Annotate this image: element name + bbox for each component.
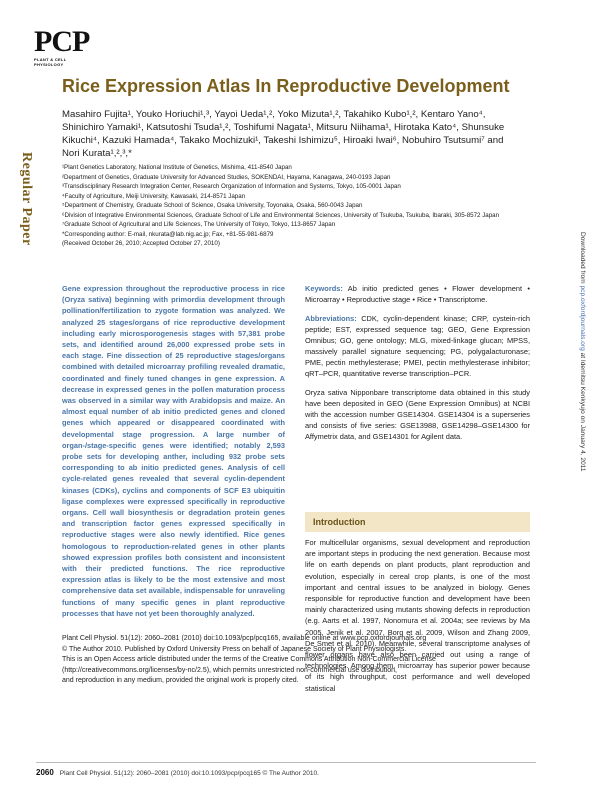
affiliation-line: ⁵Department of Chemistry, Graduate School of Science, Osaka University, Toyonaka, Osaka, 560-0043 Japan xyxy=(62,202,363,209)
right-column xyxy=(305,283,530,450)
journal-logo-text: PCP xyxy=(34,25,90,58)
data-statement: Oryza sativa Nipponbare transcriptome data obtained in this study have been deposited in GEO (Gene Expression Omnibus) at NCBI with the accession number GSE14304. GSE14304 is a superseries and consists of five series: GSE13988, GSE14298–GSE14300 for Affymetrix data, and GSE14301 for Agilent data. xyxy=(305,388,530,441)
citation-footer xyxy=(62,634,532,687)
affiliation-line: ³Transdisciplinary Research Integration Center, Research Organization of Information and Systems, Tokyo, 105-0001 Japan xyxy=(62,183,401,190)
affiliation-line: ¹Plant Genetics Laboratory, National Institute of Genetics, Mishima, 411-8540 Japan xyxy=(62,164,292,171)
paper-title: Rice Expression Atlas In Reproductive Development xyxy=(62,76,510,96)
download-prefix: Downloaded from xyxy=(579,232,586,286)
corresponding-author: *Corresponding author: E-mail, nkurata@lab.nig.ac.jp; Fax, +81-55-981-6879 xyxy=(62,230,274,238)
page-footer xyxy=(36,768,536,777)
abbreviations-label: Abbreviations: xyxy=(305,314,357,323)
abbreviations-text: CDK, cyclin-dependent kinase; CRP, cystein-rich peptide; EST, expressed sequence tag; GEO, Gene Expression Omnibus; GO, gene ontology; MLG, mixed-linkage glucan; MPSS, massively parallel signature sequencing; PG, polygalacturonase; PME, pectin methylesterase; PMEI, pectin methylesterase inhibitor; qRT–PCR, quantitative reverse transcription–PCR. xyxy=(305,314,530,378)
page-footer-text: Plant Cell Physiol. 51(12): 2060–2081 (2010) doi:10.1093/pcp/pcq165 © The Author 2010. xyxy=(59,770,319,777)
received-dates: (Received October 26, 2010; Accepted October 27, 2010) xyxy=(62,240,220,247)
abstract: Gene expression throughout the reproductive process in rice (Oryza sativa) beginning with primordia development through pollination/fertilization to zygote formation was analyzed. We analyzed 25 stages/organs of rice reproductive development including early microsporogenesis stages with 57,381 probe sets, and identified around 26,000 expressed probe sets in each stage. Fine dissection of 25 reproductive stages/organs combined with detailed microarray profiling revealed dramatic, coordinated and finely tuned changes in gene expression. A decrease in expressed genes in the pollen maturation process was observed in a similar way with Arabidopsis and maize. An almost equal number of ab initio predicted genes and cloned genes which appeared or disappeared coordinated with developmental stage progression. A large number of organ-/stage-specific genes were identified; notably 2,593 probe sets for developing anther, including 932 probe sets corresponding to ab initio predicted genes. Analysis of cell cycle-related genes revealed that several cyclin-dependent kinases (CDKs), cyclins and components of SCF E3 ubiquitin ligase complexes were expressed specifically in reproductive organs. Cell wall biosynthesis or degradation protein genes and transcription factor genes expressed specifically in reproductive stages were also newly identified. Rice genes homologous to reproduction-related genes in other plants showed expression profiles both consistent and inconsistent with their predicted functions. The rice reproductive expression atlas is likely to be the most extensive and most comprehensive data set available, indispensable for unraveling functions of many specific genes in plant reproductive processes that have not yet been thoroughly analyzed. xyxy=(62,284,285,618)
footer-line: © The Author 2010. Published by Oxford University Press on behalf of Japanese Society of Plant Physiologists. xyxy=(62,645,407,653)
footer-line: This is an Open Access article distributed under the terms of the Creative Commons Attribution Non-Commercial License xyxy=(62,656,436,663)
journal-logo xyxy=(34,25,94,67)
download-suffix: at Idemitsu Kenkyujo on January 4, 2011 xyxy=(579,350,586,472)
page-number: 2060 xyxy=(36,768,54,777)
author-list: Masahiro Fujita¹, Youko Horiuchi¹,³, Yayoi Ueda¹,², Yoko Mizuta¹,², Takahiko Kubo¹,², Kentaro Yano⁴, Shinichiro Yamaki¹, Katsutoshi Tsuda¹,², Toshifumi Nagata¹, Mitsuru Niihama¹, Hirotaka Kato⁴, Shunsuke Kikuchi⁴, Kazuki Hamada⁴, Takako Mochizuki¹, Takeshi Ishimizu⁵, Hiroaki Iwai⁶, Nobuhiro Tsutsumi⁷ and Nori Kurata¹,²,³,* xyxy=(62,109,505,159)
keywords-label: Keywords: xyxy=(305,284,343,293)
affiliation-line: ²Department of Genetics, Graduate University for Advanced Studies, SOKENDAI, Hayama, Kanagawa, 240-0193 Japan xyxy=(62,173,391,181)
affiliations xyxy=(62,163,522,249)
footer-line: (http://creativecommons.org/licenses/by-nc/2.5), which permits unrestricted non-commercial use distribution, xyxy=(62,666,397,674)
journal-logo-subtitle: PLANT & CELL PHYSIOLOGY xyxy=(34,57,67,67)
affiliation-line: ⁴Faculty of Agriculture, Meiji University, Kawasaki, 214-8571 Japan xyxy=(62,192,246,200)
abbreviations xyxy=(305,313,530,379)
affiliation-line: ⁷Graduate School of Agricultural and Life Sciences, The University of Tokyo, Tokyo, 113-8657 Japan xyxy=(62,221,336,228)
keywords-text: Ab initio predicted genes • Flower development • Microarray • Reproductive stage • Rice • Transcriptome. xyxy=(305,284,530,304)
article-type-label: Regular Paper xyxy=(19,152,34,246)
keywords xyxy=(305,283,530,305)
introduction-text: For multicellular organisms, sexual development and reproduction are important steps in producing the next generation. Because most life on earth depends on plant products, plant reproduction and evolution, especially in cereal crop plants, is one of the most important and central issues to be analyzed in biology. Genes responsible for reproductive function and development have been mainly characterized using mutants showing defects in reproduction (e.g. Aarts et al. 1997, Nonomura et al. 2004a; see reviews by Ma 2005, Jenik et al. 2007, Borg et al. 2009, Wilson and Zhang 2009, De Smet et al. 2010). Meanwhile, several transcriptome analyses of flower organs have also been carried out using a range of technologies. Among them, microarray has superior power because of its high throughput, cost performance and well developed statistical xyxy=(305,538,530,693)
footer-divider xyxy=(36,762,536,763)
footer-line: Plant Cell Physiol. 51(12): 2060–2081 (2010) doi:10.1093/pcp/pcq165, available online at www.pcp.oxfordjournals.org xyxy=(62,635,427,642)
introduction-heading: Introduction xyxy=(305,512,530,532)
download-link[interactable]: pcp.oxfordjournals.org xyxy=(579,285,586,351)
footer-line: and reproduction in any medium, provided the original work is properly cited. xyxy=(62,677,299,684)
download-notice xyxy=(579,232,586,472)
affiliation-line: ⁶Division of Integrative Environmental Sciences, Graduate School of Life and Environmental Sciences, University of Tsukuba, Tsukuba, Ibaraki, 305-8572 Japan xyxy=(62,211,500,219)
